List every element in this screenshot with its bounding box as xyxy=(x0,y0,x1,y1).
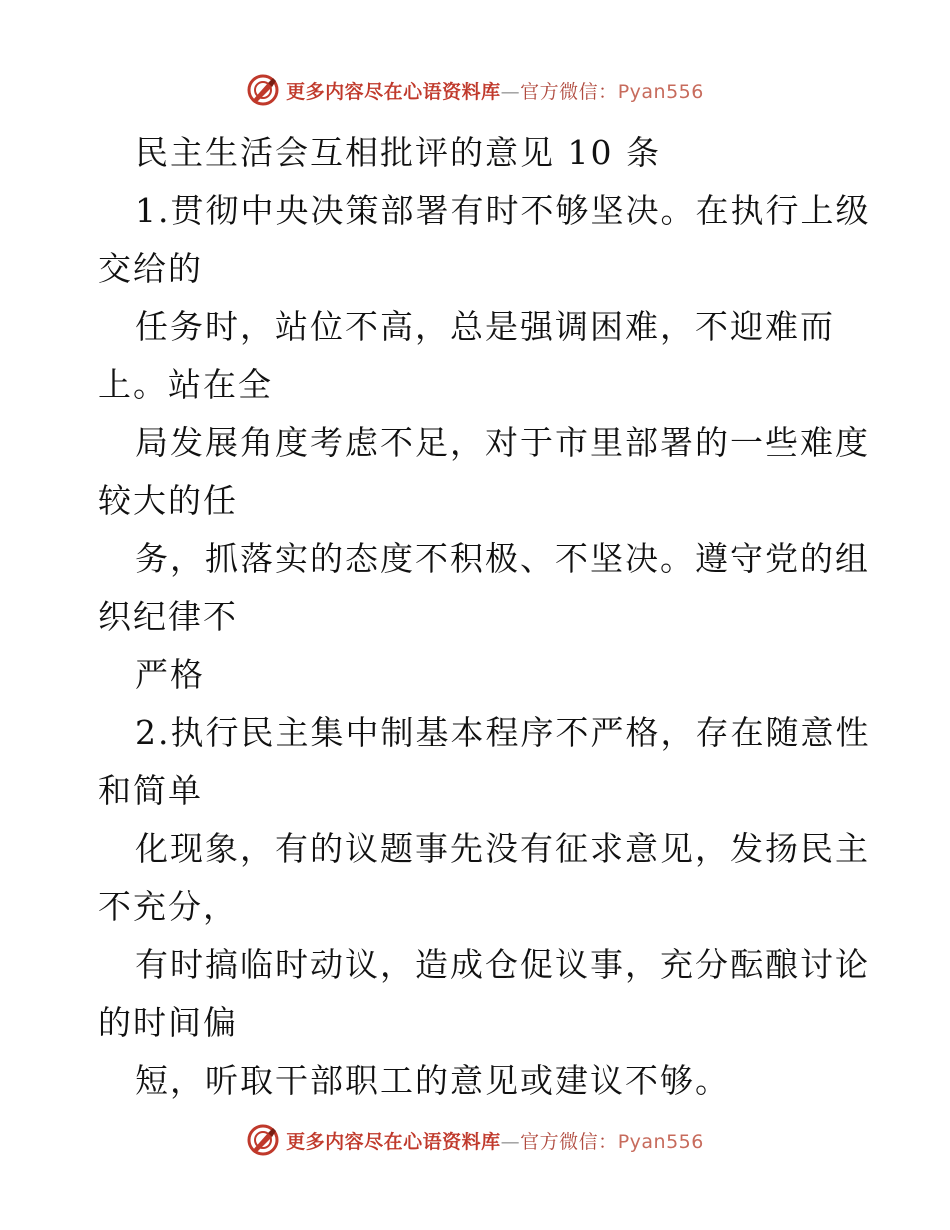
text-line: 务，抓落实的态度不积极、不坚决。遵守党的组 xyxy=(135,539,870,578)
banner-wechat-id: Pyan556 xyxy=(617,1130,704,1153)
text-line: 交给的 xyxy=(98,249,203,288)
pen-logo-icon xyxy=(246,73,280,107)
banner-main-text: 更多内容尽在心语资料库 xyxy=(286,1130,501,1153)
text-line: 不充分， xyxy=(98,887,238,926)
text-line: 和简单 xyxy=(98,771,203,810)
banner-wechat-label: 官方微信： xyxy=(520,1130,618,1153)
pen-logo-icon xyxy=(246,1123,280,1157)
text-line: 任务时，站位不高，总是强调困难，不迎难而 xyxy=(135,307,835,346)
banner-wechat-id: Pyan556 xyxy=(617,80,704,103)
text-line: 短，听取干部职工的意见或建议不够。 xyxy=(135,1061,730,1100)
text-line: 较大的任 xyxy=(98,481,238,520)
banner-separator: — xyxy=(500,80,521,103)
text-line: 1.贯彻中央决策部署有时不够坚决。在执行上级 xyxy=(135,191,871,230)
footer-banner xyxy=(0,1120,950,1160)
banner-main-text: 更多内容尽在心语资料库 xyxy=(286,80,501,103)
text-line: 化现象，有的议题事先没有征求意见，发扬民主 xyxy=(135,829,870,868)
text-line: 上。站在全 xyxy=(98,365,273,404)
document-body xyxy=(98,124,871,1110)
text-line: 的时间偏 xyxy=(98,1003,238,1042)
banner-separator: — xyxy=(500,1130,521,1153)
text-line: 2.执行民主集中制基本程序不严格，存在随意性 xyxy=(135,713,871,752)
text-line: 有时搞临时动议，造成仓促议事，充分酝酿讨论 xyxy=(135,945,870,984)
banner-wechat-label: 官方微信： xyxy=(520,80,618,103)
text-line: 织纪律不 xyxy=(98,597,238,636)
header-banner xyxy=(0,70,950,110)
text-line: 局发展角度考虑不足，对于市里部署的一些难度 xyxy=(135,423,870,462)
text-line: 民主生活会互相批评的意见 10 条 xyxy=(135,133,661,172)
text-line: 严格 xyxy=(135,655,205,694)
